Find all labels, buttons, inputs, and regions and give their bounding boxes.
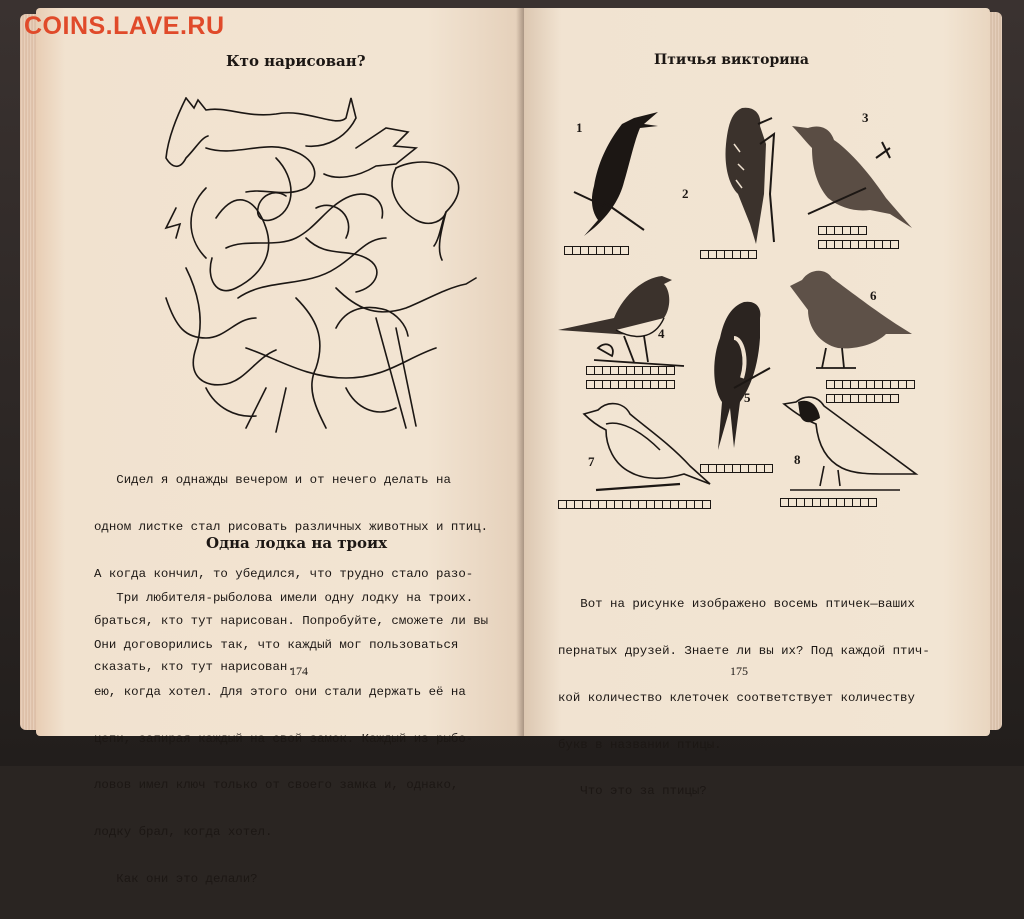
bird-number-1: 1 — [576, 120, 583, 135]
letter-cell — [764, 464, 773, 473]
tangled-animals-illustration — [146, 88, 476, 438]
bird-number-5: 5 — [744, 390, 751, 405]
letter-cells-bird-1 — [564, 246, 628, 255]
text-line: А когда кончил, то убедился, что трудно стало разо- — [94, 566, 474, 581]
text-line: ловов имел ключ только от своего замка и, однако, — [94, 778, 459, 793]
bird-2-illustration — [694, 104, 774, 244]
bird-4-illustration — [554, 270, 714, 370]
letter-cells-bird-5 — [700, 464, 772, 473]
text-line: Что это за птицы? — [558, 784, 707, 799]
page-number-left: 174 — [290, 664, 308, 678]
bird-number-7: 7 — [588, 454, 595, 469]
page-number-right: 175 — [730, 664, 748, 678]
letter-cell — [666, 380, 675, 389]
watermark-logo: COINS.LAVE.RU — [24, 12, 225, 40]
bird-6-illustration — [786, 264, 916, 374]
letter-cells-bird-6 — [826, 394, 898, 403]
letter-cells-bird-3 — [818, 226, 866, 235]
letter-cells-bird-7 — [630, 500, 710, 509]
text-line: кой количество клеточек соответствует количеству — [558, 690, 915, 705]
letter-cell — [666, 366, 675, 375]
letter-cell — [702, 500, 711, 509]
page-edges-right — [988, 12, 1002, 730]
letter-cells-bird-3 — [818, 240, 898, 249]
letter-cells-bird-6 — [826, 380, 914, 389]
text-line: цепи, запирая каждый на свой замок. Каждый из рыбо- — [94, 731, 474, 746]
left-paragraph-2 — [94, 560, 473, 919]
text-line: букв в названии птицы. — [558, 737, 722, 752]
bird-1-illustration — [564, 102, 674, 242]
letter-cell — [620, 246, 629, 255]
text-line: Сидел я однажды вечером и от нечего делать на — [94, 473, 451, 488]
bird-3-illustration — [786, 118, 916, 228]
letter-cell — [890, 394, 899, 403]
bird-number-3: 3 — [862, 110, 869, 125]
letter-cell — [890, 240, 899, 249]
left-page-title: Кто нарисован? — [226, 52, 366, 70]
right-paragraph — [558, 566, 930, 831]
text-line: Вот на рисунке изображено восемь птичек—ваших — [558, 597, 915, 612]
bird-8-illustration — [780, 394, 920, 494]
bird-number-2: 2 — [682, 186, 689, 201]
text-line: сказать, кто тут нарисован. — [94, 660, 295, 675]
bird-7-illustration — [580, 400, 720, 500]
letter-cell — [868, 498, 877, 507]
text-line: лодку брал, когда хотел. — [94, 825, 273, 840]
text-line: одном листке стал рисовать различных животных и птиц. — [94, 519, 489, 534]
text-line: Они договорились так, что каждый мог пользоваться — [94, 637, 459, 652]
right-page-title: Птичья викторина — [654, 52, 809, 68]
text-line: Как они это делали? — [94, 871, 258, 886]
bird-number-4: 4 — [658, 326, 665, 341]
text-line: ею, когда хотел. Для этого они стали держать её на — [94, 684, 466, 699]
letter-cells-bird-4 — [586, 380, 674, 389]
bird-number-8: 8 — [794, 452, 801, 467]
letter-cell — [748, 250, 757, 259]
letter-cells-bird-2 — [700, 250, 756, 259]
letter-cells-bird-7 — [558, 500, 630, 509]
letter-cell — [858, 226, 867, 235]
text-line: браться, кто тут нарисован. Попробуйте, сможете ли вы — [94, 613, 489, 628]
section-title: Одна лодка на троих — [206, 534, 388, 552]
letter-cell — [906, 380, 915, 389]
text-line: пернатых друзей. Знаете ли вы их? Под каждой птич- — [558, 643, 930, 658]
text-line: Три любителя-рыболова имели одну лодку на троих. — [94, 591, 474, 606]
right-page — [524, 8, 990, 799]
letter-cells-bird-4 — [586, 366, 674, 375]
bird-number-6: 6 — [870, 288, 877, 303]
letter-cells-bird-8 — [780, 498, 876, 507]
left-page — [36, 8, 524, 886]
